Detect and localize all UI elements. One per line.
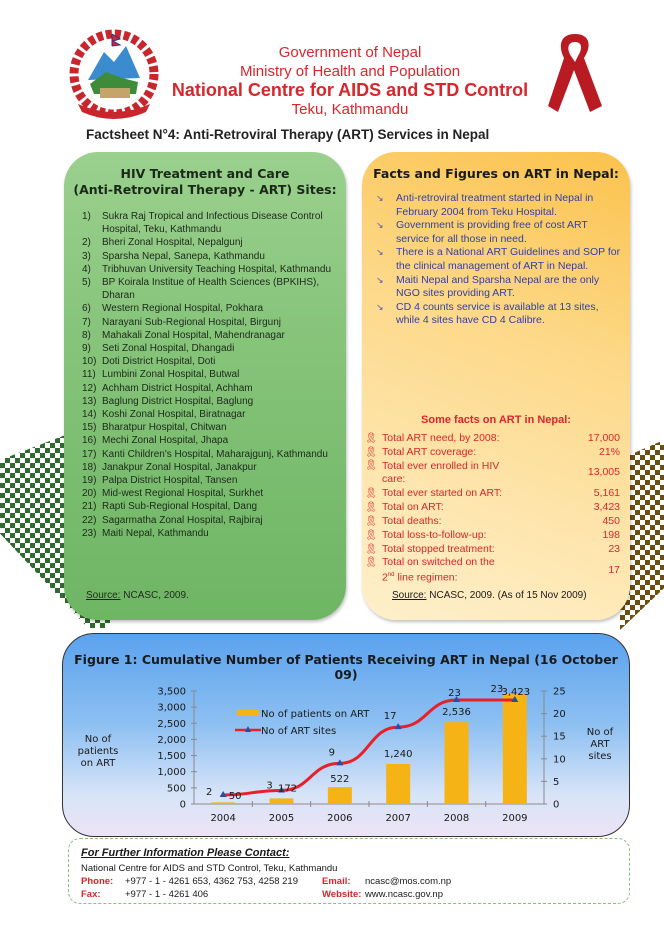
site-name: Sukra Raj Tropical and Infectious Disease Control Hospital, Teku, Kathmandu	[102, 211, 323, 236]
y2-axis-title: No of	[586, 727, 614, 738]
stat-label: Total deaths:	[382, 514, 442, 527]
bar	[270, 798, 294, 804]
source-label: Source:	[392, 590, 427, 601]
y-tick-label: 500	[166, 783, 186, 795]
list-number: 17)	[82, 448, 97, 460]
site-name: Sparsha Nepal, Sanepa, Kathmandu	[102, 250, 265, 262]
ribbon-bullet-icon: 🎗︎	[364, 543, 378, 555]
list-number: 5)	[82, 277, 91, 289]
red-ribbon-icon	[540, 30, 610, 118]
stat-label: Total ever enrolled in HIV care:	[382, 459, 500, 485]
stat-row	[362, 528, 624, 542]
fact-text: CD 4 counts service is available at 13 sites, while 4 sites have CD 4 Calibre.	[396, 300, 599, 327]
contact-heading: For Further Information Please Contact:	[81, 847, 290, 859]
header-location: Teku, Kathmandu	[291, 101, 409, 118]
bar-value-label: 50	[228, 790, 242, 802]
line-value-label: 17	[383, 711, 397, 723]
site-name: Koshi Zonal Hospital, Biratnagar	[102, 409, 246, 421]
fact-text: Government is providing free of cost ART service for all those in need.	[396, 219, 588, 245]
bar-value-label: 172	[277, 783, 298, 795]
list-item	[82, 382, 344, 395]
list-number: 11)	[82, 369, 96, 381]
list-item	[82, 329, 344, 342]
stat-value: 5,161	[593, 486, 620, 499]
stat-label: Total loss-to-follow-up:	[382, 528, 487, 541]
y-axis-title: patients	[77, 746, 119, 757]
list-item	[82, 500, 344, 513]
phone-label: Phone:	[81, 876, 114, 887]
arrow-bullet-icon: ↘	[376, 247, 384, 258]
fact-text: There is a National ART Guidelines and SOP for the clinical management of ART in Nepal.	[396, 246, 621, 272]
ribbon-bullet-icon: 🎗︎	[364, 501, 378, 513]
site-name: Western Regional Hospital, Pokhara	[102, 303, 264, 315]
arrow-bullet-icon: ↘	[376, 274, 384, 285]
stat-value: 23	[608, 542, 620, 555]
stat-row	[362, 542, 624, 556]
stat-row	[362, 500, 624, 514]
bar	[445, 722, 469, 804]
list-number: 4)	[82, 263, 91, 275]
stat-row	[362, 486, 624, 500]
list-item	[82, 342, 344, 355]
y-axis-title: on ART	[80, 758, 116, 769]
stats-table	[362, 431, 624, 585]
fact-text: Anti-retroviral treatment started in Nepal in February 2004 from Teku Hospital.	[396, 192, 594, 218]
bar	[328, 787, 352, 804]
bar-value-label: 2,536	[442, 707, 471, 719]
factsheet-title: Factsheet N°4: Anti-Retroviral Therapy (ART) Services in Nepal	[86, 127, 490, 142]
website-link[interactable]: www.ncasc.gov.np	[365, 889, 443, 900]
bar	[386, 764, 410, 804]
ribbon-bullet-icon: 🎗︎	[364, 529, 378, 541]
source-label: Source:	[86, 590, 121, 601]
list-number: 13)	[82, 395, 97, 407]
line-value-label: 9	[328, 747, 336, 759]
site-name: Kanti Children's Hospital, Maharajgunj, Kathmandu	[102, 448, 328, 460]
site-name: Mid-west Regional Hospital, Surkhet	[102, 488, 264, 500]
line-value-label: 2	[205, 786, 213, 798]
y-tick-label: 1,000	[157, 767, 186, 779]
figure-title: Figure 1: Cumulative Number of Patients Receiving ART in Nepal (16 October 09)	[74, 652, 618, 682]
list-item	[82, 421, 344, 434]
list-number: 23)	[82, 527, 97, 539]
site-name: Bharatpur Hospital, Chitwan	[102, 422, 227, 434]
stat-label-sup: nd	[387, 572, 395, 578]
header-ministry: Ministry of Health and Population	[239, 63, 461, 80]
ribbon-bullet-icon: 🎗︎	[364, 515, 378, 527]
site-name: Sagarmatha Zonal Hospital, Rajbiraj	[102, 514, 263, 526]
header-organization: National Centre for AIDS and STD Control	[171, 80, 529, 100]
x-tick-label: 2006	[327, 813, 353, 824]
arrow-bullet-icon: ↘	[376, 301, 384, 312]
y-tick-label: 3,500	[157, 686, 186, 698]
list-number: 7)	[82, 316, 91, 328]
list-number: 18)	[82, 461, 97, 473]
list-number: 2)	[82, 237, 91, 249]
stat-label: Total ever started on ART:	[382, 486, 503, 499]
contact-box	[68, 838, 630, 904]
list-item	[82, 276, 344, 302]
stats-subtitle: Some facts on ART in Nepal:	[421, 414, 571, 426]
site-name: Palpa District Hospital, Tansen	[102, 475, 238, 487]
list-number: 6)	[82, 303, 91, 315]
list-item	[82, 434, 344, 447]
site-name: Doti District Hospital, Doti	[102, 356, 216, 368]
stat-value: 450	[602, 514, 620, 527]
fax-number: +977 - 1 - 4261 406	[125, 889, 209, 900]
stat-row	[362, 431, 624, 445]
stat-value: 17,000	[587, 431, 620, 444]
list-item	[82, 514, 344, 527]
site-name: Baglung District Hospital, Baglung	[102, 395, 254, 407]
x-tick-label: 2007	[385, 813, 411, 824]
list-item	[82, 368, 344, 381]
contact-organization: National Centre for AIDS and STD Control, Teku, Kathmandu	[81, 863, 338, 874]
y-tick-label: 1,500	[157, 751, 186, 763]
stat-label	[380, 556, 554, 585]
stat-label: Total stopped treatment:	[382, 542, 495, 555]
x-tick-label: 2009	[502, 813, 528, 824]
list-item	[82, 210, 344, 236]
y2-tick-label: 25	[553, 686, 566, 698]
x-tick-label: 2004	[210, 813, 236, 824]
list-number: 1)	[82, 211, 91, 222]
legend-line-label: No of ART sites	[261, 726, 337, 737]
list-number: 22)	[82, 514, 97, 526]
arrow-bullet-icon: ↘	[376, 220, 384, 231]
list-item	[82, 263, 344, 276]
source-text: NCASC, 2009.	[120, 590, 189, 601]
list-item	[82, 448, 344, 461]
art-sites-panel	[64, 152, 346, 620]
site-name: Rapti Sub-Regional Hospital, Dang	[102, 501, 258, 513]
site-name: Maiti Nepal, Kathmandu	[102, 527, 209, 539]
list-item	[372, 246, 622, 273]
list-item	[82, 461, 344, 474]
y2-tick-label: 20	[553, 709, 566, 721]
list-number: 16)	[82, 435, 97, 447]
list-item	[82, 527, 344, 540]
list-number: 12)	[82, 382, 97, 394]
fact-text: Maiti Nepal and Sparsha Nepal are the only NGO sites providing ART.	[396, 273, 600, 300]
y2-tick-label: 15	[553, 731, 566, 743]
site-name: Tribhuvan University Teaching Hospital, Kathmandu	[102, 263, 332, 275]
y2-axis-title: ART	[590, 739, 610, 750]
list-item	[82, 302, 344, 315]
bar-value-label: 3,423	[501, 687, 531, 699]
stat-value: 3,423	[593, 500, 620, 513]
list-item	[82, 250, 344, 263]
list-number: 14)	[82, 409, 97, 421]
stat-label: Total ART need, by 2008:	[382, 431, 500, 444]
y-axis-title: No of	[84, 734, 112, 745]
site-name: Narayani Sub-Regional Hospital, Birgunj	[102, 316, 281, 328]
sites-panel-title: HIV Treatment and Care	[120, 166, 290, 181]
list-number: 20)	[82, 488, 97, 500]
y2-tick-label: 5	[553, 776, 560, 788]
list-number: 21)	[82, 501, 97, 513]
stat-label-line1: Total on switched on the	[382, 556, 495, 568]
ribbon-bullet-icon: 🎗︎	[364, 432, 378, 444]
list-item	[372, 219, 622, 246]
stat-value: 198	[602, 528, 620, 541]
fax-label: Fax:	[81, 889, 101, 900]
y-tick-label: 3,000	[157, 702, 186, 714]
list-item	[82, 236, 344, 249]
arrow-bullet-icon: ↘	[376, 193, 384, 203]
art-facts-panel	[362, 152, 630, 620]
site-name: Lumbini Zonal Hospital, Butwal	[102, 369, 240, 381]
bar	[503, 693, 527, 804]
stat-label-line2-rest: line regimen:	[394, 571, 458, 584]
y-tick-label: 0	[179, 799, 186, 811]
nepal-emblem-icon	[66, 28, 162, 124]
list-item	[82, 474, 344, 487]
stat-label: Total on ART:	[382, 500, 444, 513]
site-name: Achham District Hospital, Achham	[102, 382, 253, 394]
ribbon-bullet-icon: 🎗︎	[364, 557, 378, 568]
source-text: NCASC, 2009. (As of 15 Nov 2009)	[426, 590, 587, 601]
y2-tick-label: 0	[553, 799, 560, 811]
sites-panel-subtitle: (Anti-Retroviral Therapy - ART) Sites:	[73, 182, 337, 197]
list-item	[82, 395, 344, 408]
line-value-label: 3	[266, 780, 273, 792]
sites-source	[86, 590, 189, 601]
figure-panel	[62, 633, 630, 837]
phone-numbers: +977 - 1 - 4261 653, 4362 753, 4258 219	[125, 876, 298, 887]
stat-label-line2: 2	[382, 571, 388, 584]
list-item	[82, 408, 344, 421]
legend-bar-swatch	[237, 710, 259, 716]
list-item	[372, 192, 622, 219]
x-tick-label: 2005	[268, 813, 295, 824]
list-item	[82, 355, 344, 368]
list-item	[82, 487, 344, 500]
legend-bar-label: No of patients on ART	[261, 709, 370, 720]
ribbon-bullet-icon: 🎗︎	[364, 487, 378, 499]
ribbon-bullet-icon: 🎗︎	[364, 460, 378, 471]
email-link[interactable]: ncasc@mos.com.np	[365, 876, 452, 887]
stat-row	[362, 514, 624, 528]
facts-panel-title: Facts and Figures on ART in Nepal:	[373, 166, 619, 181]
stat-value: 17	[608, 563, 620, 576]
list-item	[82, 316, 344, 329]
list-number: 3)	[82, 250, 91, 262]
list-number: 19)	[82, 475, 97, 487]
list-number: 9)	[82, 343, 91, 355]
bar	[211, 802, 235, 804]
bar-value-label: 522	[330, 774, 350, 786]
art-chart	[63, 634, 631, 838]
stat-row	[362, 556, 624, 585]
header-government: Government of Nepal	[278, 44, 422, 61]
website-label: Website:	[322, 889, 362, 900]
facts-source	[392, 590, 587, 601]
site-name: Bheri Zonal Hospital, Nepalgunj	[102, 237, 243, 249]
stat-value: 21%	[598, 445, 620, 458]
y-tick-label: 2,500	[157, 718, 186, 730]
bar-value-label: 1,240	[383, 748, 413, 760]
stat-value: 13,005	[587, 466, 620, 478]
y-tick-label: 2,000	[157, 734, 186, 746]
y2-axis-title: sites	[588, 751, 612, 762]
list-number: 10)	[82, 356, 97, 368]
list-number: 8)	[82, 329, 91, 341]
line-value-label: 23	[448, 688, 461, 700]
facts-list	[372, 192, 622, 328]
email-label: Email:	[322, 876, 351, 887]
stat-label: Total ART coverage:	[382, 445, 477, 458]
site-name: BP Koirala Institue of Health Sciences (BPKIHS), Dharan	[102, 277, 320, 302]
stat-row	[362, 459, 624, 486]
site-name: Janakpur Zonal Hospital, Janakpur	[102, 461, 257, 473]
x-tick-label: 2008	[443, 813, 470, 824]
stat-row	[362, 445, 624, 459]
list-number: 15)	[82, 422, 97, 434]
site-name: Seti Zonal Hospital, Dhangadi	[102, 343, 235, 355]
line-value-label: 23	[490, 684, 504, 696]
ribbon-bullet-icon: 🎗︎	[364, 446, 378, 458]
list-item	[372, 274, 622, 301]
list-item	[372, 301, 622, 328]
site-name: Mahakali Zonal Hospital, Mahendranagar	[102, 329, 285, 341]
y2-tick-label: 10	[553, 754, 566, 766]
site-name: Mechi Zonal Hospital, Jhapa	[102, 435, 229, 447]
art-sites-list	[82, 210, 344, 540]
